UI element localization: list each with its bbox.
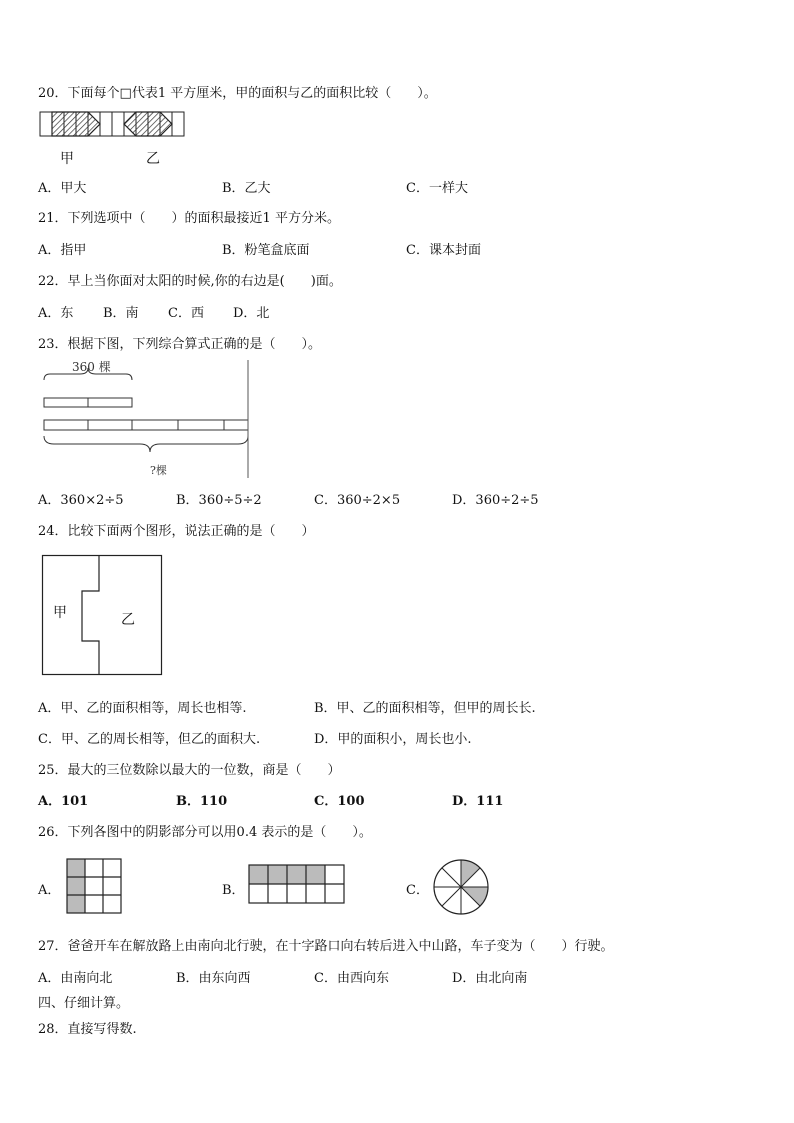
q20-option-c[interactable]: C．一样大 [406, 181, 468, 196]
q20-option-a[interactable]: A．甲大 [38, 181, 87, 196]
q26-option-c[interactable]: C． [406, 883, 429, 898]
q25-option-b[interactable]: B．110 [176, 794, 228, 809]
q21-option-a[interactable]: A．指甲 [38, 243, 87, 258]
q24-text: 24．比较下面两个图形，说法正确的是（ ） [38, 524, 315, 539]
q27-option-c[interactable]: C．由西向东 [314, 971, 389, 986]
q23-text: 23．根据下图，下列综合算式正确的是（ ）。 [38, 337, 322, 352]
q28-text: 28．直接写得数. [38, 1022, 137, 1037]
q25-text: 25．最大的三位数除以最大的一位数，商是（ ） [38, 763, 341, 778]
section4-heading: 四、仔细计算。 [38, 996, 130, 1011]
q27-option-a[interactable]: A．由南向北 [38, 971, 113, 986]
q22-option-a[interactable]: A．东 [38, 306, 74, 321]
q20-label-jia: 甲 [60, 151, 74, 167]
q23-option-a[interactable]: A．360×2÷5 [38, 493, 124, 508]
q22-text: 22．早上当你面对太阳的时候,你的右边是( )面。 [38, 274, 342, 289]
q27-option-d[interactable]: D．由北向南 [452, 971, 528, 986]
q24-option-d[interactable]: D．甲的面积小，周长也小. [314, 732, 472, 747]
q26-figure-a-grid [66, 858, 124, 916]
q23-option-d[interactable]: D．360÷2÷5 [452, 493, 539, 508]
q25-option-c[interactable]: C．100 [314, 794, 365, 809]
q22-option-b[interactable]: B．南 [103, 306, 139, 321]
q26-figure-b-grid [248, 864, 346, 906]
q27-option-b[interactable]: B．由东向西 [176, 971, 251, 986]
q23-option-c[interactable]: C．360÷2×5 [314, 493, 401, 508]
q20-label-yi: 乙 [146, 151, 160, 167]
q24-option-c[interactable]: C．甲、乙的周长相等，但乙的面积大. [38, 732, 261, 747]
q23-bottom-label: ?棵 [150, 464, 167, 477]
q24-label-yi: 乙 [121, 612, 135, 628]
q24-option-b[interactable]: B．甲、乙的面积相等，但甲的周长长. [314, 701, 536, 716]
q26-figure-c-circle [432, 858, 490, 916]
q24-label-jia: 甲 [53, 605, 67, 621]
q21-option-b[interactable]: B．粉笔盒底面 [222, 243, 310, 258]
q21-option-c[interactable]: C．课本封面 [406, 243, 481, 258]
q24-option-a[interactable]: A．甲、乙的面积相等，周长也相等. [38, 701, 247, 716]
q25-option-d[interactable]: D．111 [452, 794, 504, 809]
q26-option-a[interactable]: A． [38, 883, 61, 898]
q26-option-b[interactable]: B． [222, 883, 245, 898]
q25-option-a[interactable]: A．101 [38, 794, 89, 809]
q21-text: 21．下列选项中（ ）的面积最接近1 平方分米。 [38, 211, 340, 226]
q22-option-d[interactable]: D．北 [233, 306, 270, 321]
q20-text: 20．下面每个□代表1 平方厘米，甲的面积与乙的面积比较（ ）。 [38, 86, 437, 101]
q20-option-b[interactable]: B．乙大 [222, 181, 271, 196]
q23-option-b[interactable]: B．360÷5÷2 [176, 493, 262, 508]
q26-text: 26．下列各图中的阴影部分可以用0.4 表示的是（ ）。 [38, 825, 372, 840]
q27-text: 27．爸爸开车在解放路上由南向北行驶，在十字路口向右转后进入中山路，车子变为（ ）行驶。 [38, 939, 614, 954]
q23-bar-diagram [40, 358, 252, 480]
q20-grid-figure [40, 112, 186, 138]
q23-top-label: 360 棵 [72, 360, 111, 374]
q22-option-c[interactable]: C．西 [168, 306, 204, 321]
